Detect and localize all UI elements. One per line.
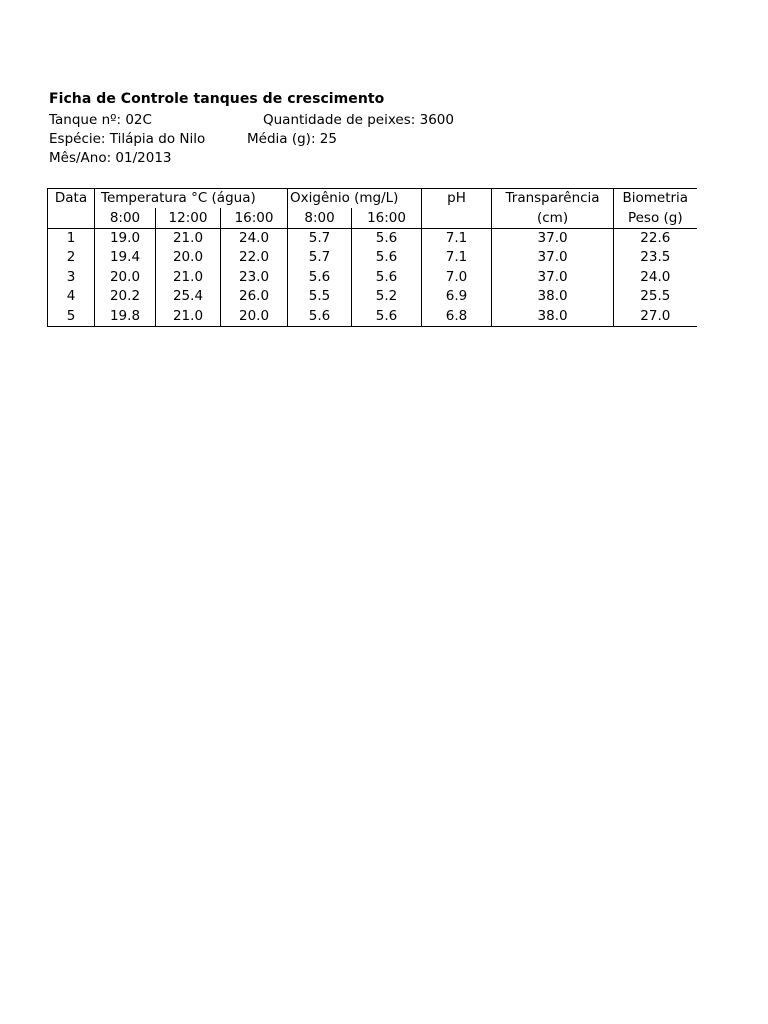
cell-ph: 6.9: [422, 287, 492, 306]
cell-ph: 7.1: [422, 248, 492, 267]
cell-oxy-0800: 5.7: [288, 228, 352, 248]
table-row: [48, 248, 697, 267]
cell-oxy-1600: 5.6: [352, 268, 422, 287]
cell-weight: 25.5: [640, 288, 671, 305]
cell-oxy-0800: 5.7: [288, 248, 352, 267]
cell-temp-1200: 21.0: [156, 228, 221, 248]
header-ph: pH: [422, 189, 492, 209]
cell-temp-1600: 22.0: [221, 248, 288, 267]
average-weight: Média (g): 25: [247, 131, 337, 147]
header-ph-blank: [422, 208, 492, 228]
header-temp-time-2: 12:00: [156, 208, 221, 228]
header-oxy-time-2: 16:00: [352, 208, 422, 228]
header-temperature: Temperatura °C (água): [95, 189, 288, 209]
cell-day: 4: [48, 287, 95, 306]
header-biometry: Biometria: [614, 189, 697, 209]
header-oxy-time-1: 8:00: [288, 208, 352, 228]
cell-temp-0800: 20.2: [95, 287, 156, 306]
header-temp-time-1: 8:00: [95, 208, 156, 228]
control-table: [47, 188, 697, 327]
cell-transparency: 38.0: [492, 287, 614, 306]
cell-oxy-0800: 5.6: [288, 306, 352, 326]
cell-transparency: 37.0: [492, 248, 614, 267]
tank-number: Tanque nº: 02C: [49, 112, 152, 128]
cell-weight: 27.0: [614, 306, 697, 326]
cell-ph: 6.8: [422, 306, 492, 326]
table-body: [48, 189, 697, 327]
cell-oxy-0800: 5.6: [288, 268, 352, 287]
cell-weight: 24.0: [640, 268, 671, 285]
header-data-blank: [48, 208, 95, 228]
cell-temp-1600: 26.0: [221, 287, 288, 306]
cell-day: 5: [48, 306, 95, 326]
cell-transparency: 37.0: [492, 228, 614, 248]
cell-temp-0800: 19.8: [95, 306, 156, 326]
page-title: Ficha de Controle tanques de crescimento: [49, 91, 385, 107]
month-year: Mês/Ano: 01/2013: [49, 150, 172, 166]
cell-temp-0800: 20.0: [95, 268, 156, 287]
header-temp-time-3: 16:00: [221, 208, 288, 228]
table-row: [48, 228, 697, 248]
cell-temp-1200: 21.0: [156, 306, 221, 326]
cell-temp-0800: 19.4: [95, 248, 156, 267]
cell-ph: 7.0: [422, 268, 492, 287]
cell-day: 2: [48, 248, 95, 267]
header-biometry-unit: Peso (g): [614, 208, 697, 228]
header-transparency: Transparência: [492, 189, 614, 209]
cell-oxy-1600: 5.6: [352, 248, 422, 267]
table-row: [48, 306, 697, 326]
cell-temp-1600: 24.0: [221, 228, 288, 248]
cell-transparency: 37.0: [492, 268, 614, 287]
header-data: Data: [48, 189, 95, 209]
cell-weight: 23.5: [640, 249, 671, 266]
fish-count: Quantidade de peixes: 3600: [263, 112, 454, 128]
cell-temp-0800: 19.0: [95, 228, 156, 248]
header-row-2: [48, 208, 697, 228]
header-oxygen: Oxigênio (mg/L): [288, 189, 422, 209]
cell-temp-1200: 20.0: [156, 248, 221, 267]
cell-weight: 22.6: [640, 229, 671, 246]
cell-oxy-0800: 5.5: [288, 287, 352, 306]
table-row: [48, 268, 697, 287]
cell-oxy-1600: 5.6: [352, 228, 422, 248]
cell-temp-1200: 25.4: [156, 287, 221, 306]
cell-temp-1600: 20.0: [221, 306, 288, 326]
cell-temp-1600: 23.0: [221, 268, 288, 287]
cell-ph: 7.1: [422, 228, 492, 248]
table-row: [48, 287, 697, 306]
species: Espécie: Tilápia do Nilo: [49, 131, 206, 147]
header-row-1: [48, 189, 697, 209]
cell-oxy-1600: 5.6: [352, 306, 422, 326]
cell-transparency: 38.0: [492, 306, 614, 326]
cell-oxy-1600: 5.2: [352, 287, 422, 306]
cell-temp-1200: 21.0: [156, 268, 221, 287]
cell-day: 3: [48, 268, 95, 287]
cell-day: 1: [48, 228, 95, 248]
header-transparency-unit: (cm): [492, 208, 614, 228]
